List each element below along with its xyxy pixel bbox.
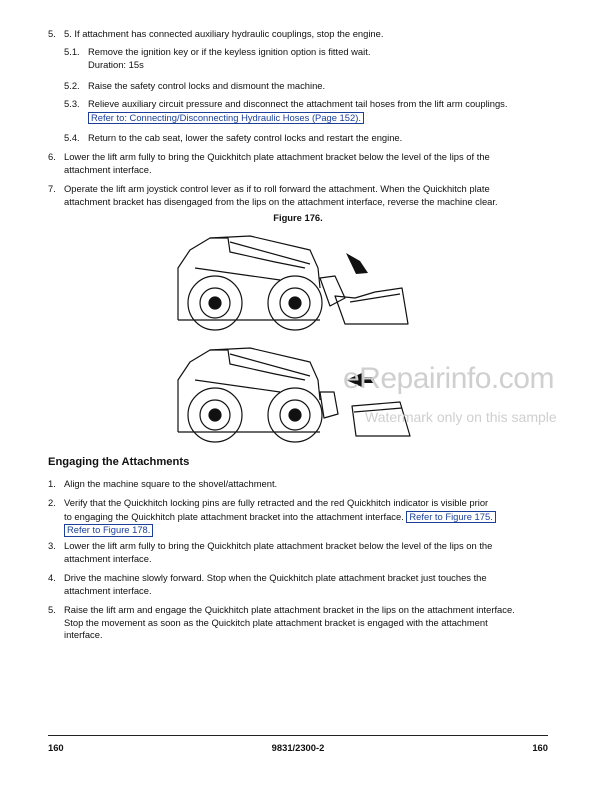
step-text: Drive the machine slowly forward. Stop when the Quickhitch plate attachment bracket just touches the attachment interface. [64, 572, 487, 596]
step-text: Verify that the Quickhitch locking pins are fully retracted and the red Quickhitch indicator is visible prior to engaging the Quickhitch plate attachment bracket into the attachment interface. Refer to Figure 175. Refer to Figure 178. [64, 497, 548, 537]
skid-steer-rollforward-illustration [170, 228, 420, 338]
watermark-brand: eRepairinfo.com [343, 362, 554, 395]
step-text: Lower the lift arm fully to bring the Quickhitch plate attachment bracket below the level of the lips on the attachment interface. [64, 540, 493, 564]
substep-text: Return to the cab seat, lower the safety control locks and restart the engine. [88, 132, 403, 143]
step-number: 5. [48, 604, 56, 615]
shovel-attachment [335, 288, 408, 324]
watermark-note: Watermark only on this sample [365, 409, 557, 425]
section-heading: Engaging the Attachments [48, 456, 190, 468]
footer-page-number-left: 160 [48, 742, 64, 753]
front-hub-center [289, 297, 301, 309]
body-line [195, 268, 280, 280]
duration-text: Duration: 15s [88, 58, 144, 70]
substep-number: 5.4. [64, 132, 80, 143]
step-number: 2. [48, 497, 56, 508]
figure-caption: Figure 176. [273, 212, 323, 223]
front-hub-center [289, 409, 301, 421]
figure-178-reference-link[interactable]: Refer to Figure 178. [64, 524, 153, 536]
substep-number: 5.2. [64, 80, 80, 91]
quickhitch-bracket [320, 276, 345, 306]
rear-hub-center [209, 409, 221, 421]
step-number: 4. [48, 572, 56, 583]
step-text: Raise the lift arm and engage the Quickhitch plate attachment bracket in the lips on the attachment interface. Stop the movement as soon as the Quickitch plate attachment bracket is engaged with the attachment interface. [64, 604, 515, 641]
body-line [195, 380, 280, 392]
footer-rule [48, 735, 548, 736]
step-text: Lower the lift arm fully to bring the Quickhitch plate attachment bracket below the level of the lips of the attachment interface. [64, 151, 490, 175]
figure-175-reference-link[interactable]: Refer to Figure 175. [406, 511, 495, 523]
step-text: Align the machine square to the shovel/attachment. [64, 478, 278, 489]
roll-arrow [346, 253, 368, 274]
footer-document-number: 9831/2300-2 [271, 742, 325, 753]
step-text: 5. If attachment has connected auxiliary hydraulic couplings, stop the engine. [64, 28, 384, 39]
footer-page-number-right: 160 [532, 742, 548, 753]
substep-number: 5.3. [64, 98, 80, 109]
step-number: 6. [48, 151, 56, 162]
step-number: 5. [48, 28, 56, 39]
substep-number: 5.1. [64, 46, 80, 57]
substep-text: Remove the ignition key or if the keyless ignition option is fitted wait. Duration: 15s [88, 46, 548, 71]
step-number: 1. [48, 478, 56, 489]
shovel-lip [350, 294, 400, 302]
substep-text: Relieve auxiliary circuit pressure and disconnect the attachment tail hoses from the lift arm couplings. Refer to: Connecting/Disconnecting Hydraulic Hoses (Page 152). [88, 98, 508, 123]
quickhitch-bracket [320, 392, 338, 418]
substep-text: Raise the safety control locks and dismount the machine. [88, 80, 326, 91]
step-number: 7. [48, 183, 56, 194]
step-text: Operate the lift arm joystick control lever as if to roll forward the attachment. When the Quickhitch plate attachment bracket has disengaged from the lips on the attachment interface, reverse the machine clear. [64, 183, 498, 207]
hydraulic-hoses-reference-link[interactable]: Refer to: Connecting/Disconnecting Hydraulic Hoses (Page 152). [88, 112, 364, 124]
step-number: 3. [48, 540, 56, 551]
rear-hub-center [209, 297, 221, 309]
